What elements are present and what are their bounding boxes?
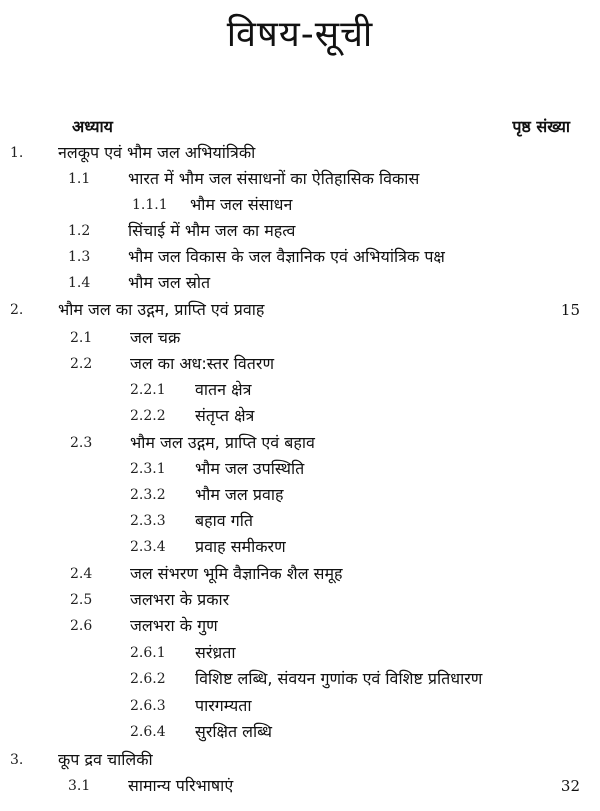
toc-entry-title: भौम जल उद्गम, प्राप्ति एवं बहाव bbox=[130, 433, 315, 452]
toc-entry-title: पारगम्यता bbox=[195, 696, 252, 715]
toc-entry-title: भौम जल का उद्गम, प्राप्ति एवं प्रवाह bbox=[58, 300, 265, 319]
toc-entry-number: 2.6.1 bbox=[130, 645, 166, 661]
toc-entry bbox=[0, 456, 600, 482]
toc-entry-title: सिंचाई में भौम जल का महत्व bbox=[128, 221, 296, 240]
toc-entry bbox=[0, 666, 600, 692]
toc-entry-number: 3. bbox=[10, 752, 24, 768]
toc-entry bbox=[0, 166, 600, 192]
toc-entry-number: 2.6 bbox=[70, 618, 93, 634]
toc-entry-number: 2.5 bbox=[70, 592, 93, 608]
toc-entry-number: 2.6.4 bbox=[130, 724, 166, 740]
toc-entry bbox=[0, 218, 600, 244]
toc-entry bbox=[0, 351, 600, 377]
toc-entry-title: जल का अध:स्तर वितरण bbox=[130, 354, 275, 373]
toc-entry bbox=[0, 508, 600, 534]
toc-entry-number: 2.6.2 bbox=[130, 671, 166, 687]
toc-entry-title: भौम जल स्रोत bbox=[128, 273, 211, 292]
toc-entry bbox=[0, 270, 600, 296]
toc-entry-number: 2.3 bbox=[70, 435, 93, 451]
toc-entry bbox=[0, 719, 600, 745]
toc-entry bbox=[0, 482, 600, 508]
toc-entry-number: 2.4 bbox=[70, 566, 93, 582]
toc-entry-number: 2.2 bbox=[70, 356, 93, 372]
toc-entry-title: वातन क्षेत्र bbox=[195, 380, 252, 399]
toc-entry-page: 32 bbox=[560, 777, 580, 795]
toc-entry-number: 2.3.2 bbox=[130, 487, 166, 503]
toc-entry bbox=[0, 693, 600, 719]
toc-entry-title: जल चक्र bbox=[130, 328, 181, 347]
toc-entry-number: 2.2.1 bbox=[130, 382, 166, 398]
toc-entry-page: 15 bbox=[560, 301, 580, 319]
toc-entry-title: कूप द्रव चालिकी bbox=[58, 750, 153, 769]
toc-entry bbox=[0, 403, 600, 429]
toc-entry bbox=[0, 613, 600, 639]
toc-entry-number: 2.3.3 bbox=[130, 513, 166, 529]
toc-entry-title: भारत में भौम जल संसाधनों का ऐतिहासिक विकास bbox=[128, 169, 420, 188]
toc-entry-title: सरंध्रता bbox=[195, 643, 236, 662]
toc-entry-title: संतृप्त क्षेत्र bbox=[195, 406, 255, 425]
toc-entry-number: 1.3 bbox=[68, 249, 91, 265]
toc-entry-title: नलकूप एवं भौम जल अभियांत्रिकी bbox=[58, 143, 256, 162]
toc-entry-title: भौम जल विकास के जल वैज्ञानिक एवं अभियांत्रिक पक्ष bbox=[128, 247, 445, 266]
toc-entry bbox=[0, 325, 600, 351]
toc-entry-number: 1.4 bbox=[68, 275, 91, 291]
toc-entry bbox=[0, 297, 600, 323]
toc-entry-title: जल संभरण भूमि वैज्ञानिक शैल समूह bbox=[130, 564, 343, 583]
toc-entry bbox=[0, 430, 600, 456]
toc-entry-title: भौम जल उपस्थिति bbox=[195, 459, 305, 478]
toc-entry-number: 1. bbox=[10, 145, 24, 161]
toc-entry-title: जलभरा के गुण bbox=[130, 616, 218, 635]
toc-entry bbox=[0, 244, 600, 270]
toc-entry bbox=[0, 140, 600, 166]
toc-entry bbox=[0, 587, 600, 613]
page-title: विषय-सूची bbox=[226, 14, 374, 55]
toc-entry bbox=[0, 773, 600, 799]
toc-entry bbox=[0, 192, 600, 218]
toc-entry-title: बहाव गति bbox=[195, 511, 254, 530]
toc-entry-title: सुरक्षित लब्धि bbox=[195, 722, 273, 741]
toc-entry bbox=[0, 377, 600, 403]
toc-entry-title: सामान्य परिभाषाएं bbox=[128, 776, 234, 795]
toc-entry-number: 1.1 bbox=[68, 171, 91, 187]
toc-entry-number: 2.6.3 bbox=[130, 698, 166, 714]
toc-entry-title: भौम जल संसाधन bbox=[190, 195, 293, 214]
toc-entry-number: 2.3.1 bbox=[130, 461, 166, 477]
toc-entry-number: 1.2 bbox=[68, 223, 91, 239]
toc-entry bbox=[0, 640, 600, 666]
page-number-header: पृष्ठ संख्या bbox=[512, 117, 570, 136]
toc-entry-title: भौम जल प्रवाह bbox=[195, 485, 284, 504]
toc-entry-number: 2.3.4 bbox=[130, 539, 166, 555]
toc-entry-title: जलभरा के प्रकार bbox=[130, 590, 230, 609]
toc-entry bbox=[0, 561, 600, 587]
toc-entry-title: प्रवाह समीकरण bbox=[195, 537, 286, 556]
toc-entry bbox=[0, 747, 600, 773]
toc-entry bbox=[0, 534, 600, 560]
toc-entry-number: 3.1 bbox=[68, 778, 91, 794]
chapter-header: अध्याय bbox=[72, 117, 113, 136]
toc-entry-number: 2.2.2 bbox=[130, 408, 166, 424]
toc-entry-number: 2.1 bbox=[70, 330, 93, 346]
toc-entry-title: विशिष्ट लब्धि, संवयन गुणांक एवं विशिष्ट प्रतिधारण bbox=[195, 669, 483, 688]
toc-entry-number: 1.1.1 bbox=[132, 197, 168, 213]
toc-entry-number: 2. bbox=[10, 302, 24, 318]
